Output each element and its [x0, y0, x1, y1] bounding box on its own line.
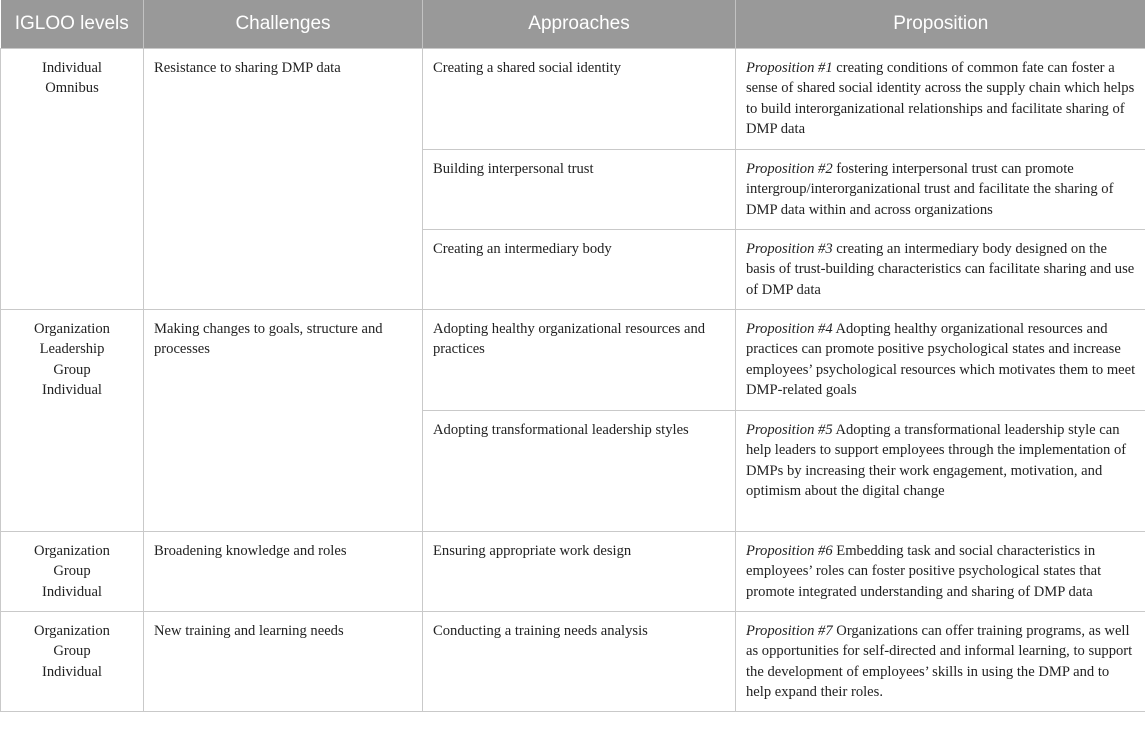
header-proposition: Proposition	[736, 0, 1145, 48]
proposition-cell: Proposition #4 Adopting healthy organizational resources and practices can promote positive psychological states and increase employees’ psychological resources which motivates them to meet DMP-related goals	[736, 309, 1145, 410]
challenge-cell: Making changes to goals, structure and processes	[144, 309, 423, 531]
igloo-levels-cell: Organization Group Individual	[1, 531, 144, 611]
proposition-cell: Proposition #3 creating an intermediary body designed on the basis of trust-building characteristics can facilitate sharing and use of DMP data	[736, 229, 1145, 309]
challenge-cell: Broadening knowledge and roles	[144, 531, 423, 611]
header-row	[1, 0, 1145, 48]
proposition-cell: Proposition #2 fostering interpersonal trust can promote intergroup/interorganizational trust and facilitate the sharing of DMP data within and across organizations	[736, 149, 1145, 229]
approach-cell: Adopting transformational leadership styles	[423, 410, 736, 531]
proposition-cell: Proposition #1 creating conditions of common fate can foster a sense of shared social identity across the supply chain which helps to build interorganizational relationships and facilitate sharing of DMP data	[736, 48, 1145, 149]
proposition-cell: Proposition #6 Embedding task and social characteristics in employees’ roles can foster positive psychological states that promote integrated understanding and sharing of DMP data	[736, 531, 1145, 611]
table-row	[1, 309, 1145, 410]
approach-cell: Building interpersonal trust	[423, 149, 736, 229]
approach-cell: Creating a shared social identity	[423, 48, 736, 149]
approach-cell: Ensuring appropriate work design	[423, 531, 736, 611]
proposition-cell: Proposition #7 Organizations can offer training programs, as well as opportunities for self-directed and informal learning, to support the development of employees’ skills in using the DMP and to help expand their roles.	[736, 611, 1145, 711]
table-row	[1, 48, 1145, 149]
approach-cell: Conducting a training needs analysis	[423, 611, 736, 711]
header-challenges: Challenges	[144, 0, 423, 48]
header-igloo-levels: IGLOO levels	[1, 0, 144, 48]
table-row	[1, 531, 1145, 611]
challenge-cell: New training and learning needs	[144, 611, 423, 711]
proposition-cell: Proposition #5 Adopting a transformational leadership style can help leaders to support employees through the implementation of DMPs by increasing their work engagement, motivation, and optimism about the digital change	[736, 410, 1145, 531]
igloo-levels-cell: Individual Omnibus	[1, 48, 144, 309]
approach-cell: Creating an intermediary body	[423, 229, 736, 309]
table-row	[1, 611, 1145, 711]
igloo-levels-cell: Organization Leadership Group Individual	[1, 309, 144, 531]
igloo-levels-cell: Organization Group Individual	[1, 611, 144, 711]
header-approaches: Approaches	[423, 0, 736, 48]
challenge-cell: Resistance to sharing DMP data	[144, 48, 423, 309]
approach-cell: Adopting healthy organizational resources and practices	[423, 309, 736, 410]
